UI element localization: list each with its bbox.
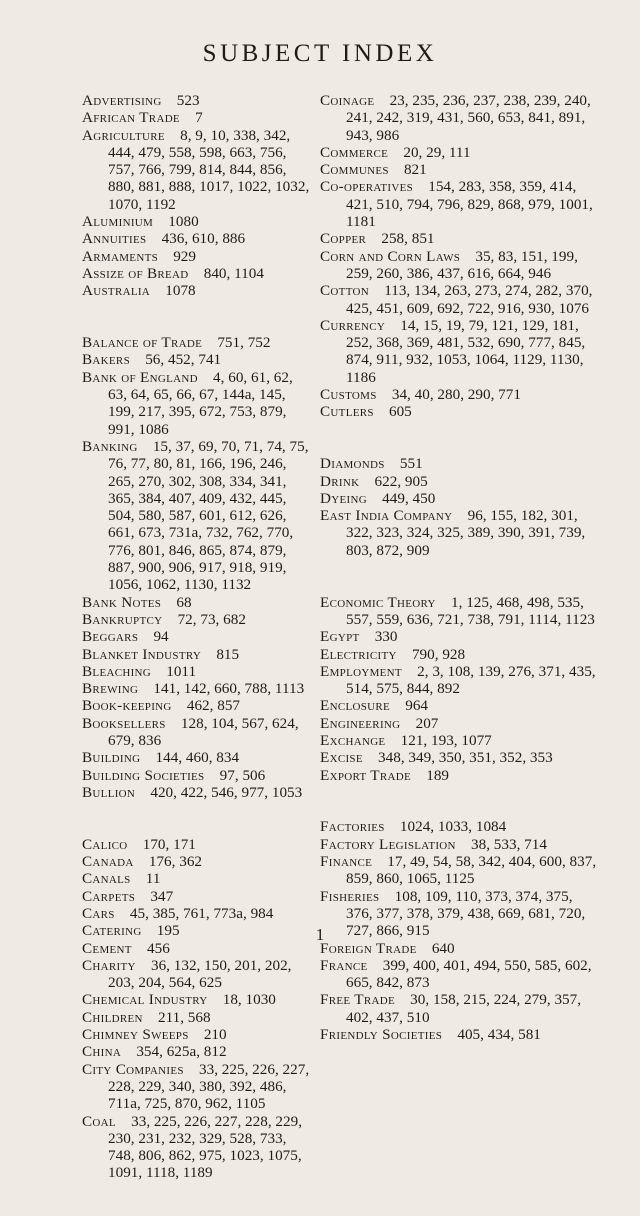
- page-number: 1: [315, 925, 325, 944]
- index-term: Advertising: [82, 92, 162, 109]
- index-page-refs: 128, 104, 567, 624, 679, 836: [108, 714, 299, 749]
- index-term: Cement: [82, 939, 132, 957]
- index-entry: [320, 317, 600, 386]
- index-page-refs: 1024, 1033, 1084: [399, 818, 507, 836]
- index-term: Employment: [320, 662, 402, 680]
- index-entry: [82, 1061, 312, 1113]
- index-term: Brewing: [82, 680, 139, 698]
- index-term: Book-keeping: [82, 697, 172, 715]
- index-page-refs: 790, 928: [411, 645, 466, 663]
- index-page-refs: 2, 3, 108, 139, 276, 371, 435, 514, 575, 844, 892: [346, 662, 596, 698]
- index-entry: [82, 697, 312, 714]
- index-term: African Trade: [82, 109, 180, 127]
- index-page-refs: 56, 452, 741: [145, 351, 222, 369]
- index-page-refs: 420, 422, 546, 977, 1053: [150, 783, 303, 801]
- index-entry: [320, 161, 600, 178]
- index-page-refs: 8, 9, 10, 338, 342, 444, 479, 558, 598, 663, 756, 757, 766, 799, 814, 844, 856, 880, 881, 888, 1017, 1022, 1032, 1070, 1192: [108, 126, 310, 213]
- index-term: East India Company: [320, 507, 453, 525]
- index-page-refs: 1011: [166, 662, 197, 680]
- index-term: Factories: [320, 818, 385, 836]
- index-page-refs: 1078: [165, 282, 196, 300]
- index-entry: [82, 749, 312, 766]
- index-page-refs: 38, 533, 714: [471, 835, 547, 853]
- index-term: China: [82, 1043, 122, 1061]
- index-page-refs: 108, 109, 110, 373, 374, 375, 376, 377, 378, 379, 438, 669, 681, 720, 727, 866, 915: [346, 887, 586, 940]
- index-term: Cotton: [320, 282, 370, 300]
- index-entry: [82, 646, 312, 663]
- index-term: Assize of Bread: [82, 264, 189, 282]
- index-group: [82, 92, 312, 300]
- index-term: Foreign Trade: [320, 939, 417, 957]
- index-page-refs: 462, 857: [186, 697, 241, 715]
- index-term: Corn and Corn Laws: [320, 247, 461, 265]
- index-entry: [82, 213, 312, 230]
- index-page-refs: 23, 235, 236, 237, 238, 239, 240, 241, 242, 319, 431, 560, 653, 841, 891, 943, 986: [346, 92, 591, 144]
- index-term: Bank Notes: [82, 593, 162, 611]
- index-entry: [82, 369, 312, 438]
- index-term: Enclosure: [320, 697, 391, 715]
- index-page-refs: 96, 155, 182, 301, 322, 323, 324, 325, 389, 390, 391, 739, 803, 872, 909: [346, 507, 586, 559]
- index-entry: [320, 230, 600, 247]
- index-page-refs: 622, 905: [374, 472, 428, 490]
- index-entry: [320, 248, 600, 283]
- index-page-refs: 821: [403, 161, 427, 179]
- index-entry: [82, 1026, 312, 1043]
- index-page-refs: 551: [399, 455, 423, 473]
- index-page-refs: 436, 610, 886: [161, 230, 246, 248]
- index-term: Engineering: [320, 714, 401, 732]
- index-page-refs: 195: [156, 922, 180, 940]
- index-page-refs: 207: [415, 714, 439, 732]
- index-page-refs: 45, 385, 761, 773a, 984: [129, 904, 274, 922]
- index-term: Communes: [320, 161, 389, 179]
- index-entry: [82, 230, 312, 247]
- index-page-refs: 30, 158, 215, 224, 279, 357, 402, 437, 510: [346, 991, 582, 1026]
- index-page-refs: 35, 83, 151, 199, 259, 260, 386, 437, 616, 664, 946: [346, 247, 578, 282]
- index-entry: [82, 663, 312, 680]
- index-entry: [320, 818, 600, 835]
- index-term: Balance of Trade: [82, 334, 203, 352]
- index-entry: [320, 507, 600, 559]
- index-page-refs: 34, 40, 280, 290, 771: [391, 386, 521, 404]
- index-group: [320, 92, 600, 421]
- index-page-refs: 15, 37, 69, 70, 71, 74, 75, 76, 77, 80, 81, 166, 196, 246, 265, 270, 302, 308, 334, 341, 365, 384, 407, 409, 432, 445, 504, 580, 587, 601, 612, 626, 661, 673, 731a, 732, 762, 770, 776, 801, 846, 865, 874, 879, 887, 900, 906, 917, 918, 919, 1056, 1062, 1130, 1132: [108, 437, 309, 594]
- index-entry: [320, 767, 600, 784]
- index-entry: [82, 628, 312, 645]
- index-term: Egypt: [320, 628, 360, 646]
- index-page-refs: 405, 434, 581: [457, 1026, 541, 1044]
- index-page-refs: 11: [145, 870, 161, 888]
- index-column-left: [82, 92, 312, 1216]
- index-term: Aluminium: [82, 213, 154, 231]
- index-entry: [320, 490, 600, 507]
- index-entry: [82, 715, 312, 750]
- index-page-refs: 840, 1104: [203, 264, 264, 282]
- index-entry: [320, 178, 600, 230]
- index-term: Catering: [82, 922, 142, 940]
- index-page-refs: 348, 349, 350, 351, 352, 353: [378, 749, 553, 767]
- index-term: Canada: [82, 853, 134, 871]
- index-term: Booksellers: [82, 714, 166, 732]
- index-page-refs: 1080: [168, 213, 199, 231]
- index-page-refs: 68: [176, 593, 192, 611]
- index-page-refs: 258, 851: [381, 230, 435, 248]
- index-entry: [82, 784, 312, 801]
- index-entry: [82, 265, 312, 282]
- index-term: Electricity: [320, 645, 397, 663]
- index-group: [320, 455, 600, 559]
- index-term: Co-operatives: [320, 178, 414, 196]
- index-term: Children: [82, 1008, 143, 1026]
- index-entry: [82, 351, 312, 368]
- index-entry: [320, 594, 600, 629]
- index-page-refs: 210: [203, 1026, 227, 1044]
- index-page-refs: 97, 506: [219, 766, 266, 784]
- index-entry: [82, 1009, 312, 1026]
- index-entry: [320, 663, 600, 698]
- index-term: Bank of England: [82, 368, 198, 386]
- index-entry: [320, 732, 600, 749]
- index-page-refs: 33, 225, 226, 227, 228, 229, 340, 380, 392, 486, 711a, 725, 870, 962, 1105: [108, 1060, 310, 1113]
- index-term: France: [320, 956, 368, 974]
- page-title: SUBJECT INDEX: [202, 40, 438, 67]
- index-term: Banking: [82, 437, 138, 455]
- index-term: Bankruptcy: [82, 610, 163, 628]
- index-term: Annuities: [82, 230, 147, 248]
- index-page-refs: 964: [405, 697, 429, 715]
- index-page-refs: 211, 568: [158, 1008, 211, 1026]
- index-entry: [82, 680, 312, 697]
- index-entry: [82, 611, 312, 628]
- index-term: Coinage: [320, 92, 375, 109]
- index-entry: [320, 386, 600, 403]
- index-entry: [82, 334, 312, 351]
- index-term: Beggars: [82, 628, 139, 646]
- index-entry: [320, 144, 600, 161]
- index-entry: [320, 473, 600, 490]
- index-term: Coal: [82, 1112, 116, 1130]
- index-entry: [82, 92, 312, 109]
- index-entry: [82, 836, 312, 853]
- index-entry: [82, 1113, 312, 1182]
- index-page-refs: 640: [431, 939, 455, 957]
- index-page-refs: 815: [216, 645, 240, 663]
- index-term: Chimney Sweeps: [82, 1026, 189, 1044]
- index-page-refs: 14, 15, 19, 79, 121, 129, 181, 252, 368, 369, 481, 532, 690, 777, 845, 874, 911, 932, 1053, 1064, 1129, 1130, 1186: [346, 316, 586, 386]
- index-page-refs: 176, 362: [148, 853, 202, 871]
- index-term: Commerce: [320, 143, 389, 161]
- index-entry: [320, 92, 600, 144]
- index-entry: [82, 853, 312, 870]
- index-entry: [320, 282, 600, 317]
- index-term: Australia: [82, 282, 151, 300]
- index-term: Bleaching: [82, 662, 152, 680]
- index-entry: [82, 767, 312, 784]
- index-term: Canals: [82, 870, 131, 888]
- index-page-refs: 18, 1030: [222, 991, 276, 1009]
- index-term: Copper: [320, 230, 367, 248]
- index-entry: [320, 853, 600, 888]
- index-entry: [320, 628, 600, 645]
- index-page-refs: 399, 400, 401, 494, 550, 585, 602, 665, 842, 873: [346, 956, 592, 992]
- index-term: Calico: [82, 835, 128, 853]
- index-term: Cars: [82, 904, 115, 922]
- index-term: Customs: [320, 386, 377, 404]
- index-term: City Companies: [82, 1060, 184, 1078]
- index-page-refs: 94: [153, 628, 169, 646]
- index-entry: [320, 749, 600, 766]
- index-term: Drink: [320, 472, 360, 490]
- index-entry: [82, 1043, 312, 1060]
- index-page-refs: 354, 625a, 812: [136, 1043, 227, 1061]
- index-entry: [320, 697, 600, 714]
- index-page-refs: 330: [374, 628, 398, 646]
- index-entry: [320, 836, 600, 853]
- index-page-refs: 7: [195, 109, 203, 127]
- index-page-refs: 189: [426, 766, 449, 784]
- index-entry: [320, 1026, 600, 1043]
- index-entry: [320, 403, 600, 420]
- index-page-refs: 144, 460, 834: [155, 749, 240, 767]
- index-page-refs: 121, 193, 1077: [400, 731, 492, 749]
- index-page-refs: 449, 450: [382, 489, 436, 507]
- index-term: Exchange: [320, 731, 386, 749]
- index-page-refs: 523: [176, 92, 200, 109]
- index-entry: [82, 109, 312, 126]
- index-entry: [82, 594, 312, 611]
- index-term: Building Societies: [82, 766, 205, 784]
- index-entry: [320, 646, 600, 663]
- index-term: Export Trade: [320, 766, 412, 784]
- index-term: Economic Theory: [320, 593, 436, 611]
- index-page-refs: 20, 29, 111: [403, 143, 471, 161]
- index-term: Blanket Industry: [82, 645, 202, 663]
- index-page-refs: 751, 752: [217, 334, 271, 352]
- index-entry: [82, 957, 312, 992]
- index-entry: [82, 991, 312, 1008]
- index-group: [320, 594, 600, 784]
- index-term: Cutlers: [320, 403, 374, 421]
- index-page-refs: 1, 125, 468, 498, 535, 557, 559, 636, 721, 738, 791, 1114, 1123: [346, 593, 595, 628]
- index-entry: [82, 905, 312, 922]
- index-term: Armaments: [82, 247, 159, 265]
- index-term: Chemical Industry: [82, 991, 208, 1009]
- index-entry: [82, 248, 312, 265]
- index-group: [82, 836, 312, 1182]
- index-entry: [320, 455, 600, 472]
- index-entry: [320, 991, 600, 1026]
- index-term: Finance: [320, 853, 373, 871]
- index-term: Agriculture: [82, 126, 165, 144]
- index-entry: [82, 870, 312, 887]
- index-entry: [82, 282, 312, 299]
- index-page-refs: 33, 225, 226, 227, 228, 229, 230, 231, 232, 329, 528, 733, 748, 806, 862, 975, 1023, 1075, 1091, 1118, 1189: [108, 1112, 302, 1182]
- index-term: Currency: [320, 316, 386, 334]
- index-entry: [82, 127, 312, 213]
- index-page-refs: 113, 134, 263, 273, 274, 282, 370, 425, 451, 609, 692, 722, 916, 930, 1076: [346, 282, 593, 317]
- index-term: Excise: [320, 749, 363, 767]
- index-page-refs: 154, 283, 358, 359, 414, 421, 510, 794, 796, 829, 868, 979, 1001, 1181: [346, 178, 593, 231]
- index-entry: [82, 888, 312, 905]
- index-page-refs: 72, 73, 682: [177, 610, 246, 628]
- index-term: Friendly Societies: [320, 1026, 443, 1044]
- index-term: Factory Legislation: [320, 835, 456, 853]
- index-entry: [82, 438, 312, 594]
- index-page-refs: 456: [147, 939, 170, 957]
- index-page-refs: 141, 142, 660, 788, 1113: [153, 680, 305, 698]
- index-page-refs: 17, 49, 54, 58, 342, 404, 600, 837, 859, 860, 1065, 1125: [346, 853, 597, 888]
- index-page-refs: 170, 171: [142, 835, 196, 853]
- index-term: Building: [82, 749, 141, 767]
- index-page-refs: 4, 60, 61, 62, 63, 64, 65, 66, 67, 144a, 145, 199, 217, 395, 672, 753, 879, 991, 1086: [108, 368, 293, 438]
- index-term: Free Trade: [320, 991, 395, 1009]
- index-entry: [320, 715, 600, 732]
- index-page-refs: 347: [150, 887, 174, 905]
- index-term: Carpets: [82, 887, 136, 905]
- index-term: Fisheries: [320, 887, 380, 905]
- index-term: Bakers: [82, 351, 130, 369]
- index-term: Charity: [82, 956, 136, 974]
- index-page-refs: 605: [388, 403, 412, 421]
- index-term: Dyeing: [320, 489, 367, 507]
- index-page-refs: 929: [173, 247, 196, 265]
- index-page-refs: 36, 132, 150, 201, 202, 203, 204, 564, 625: [108, 956, 292, 992]
- index-term: Diamonds: [320, 455, 385, 473]
- index-group: [82, 334, 312, 801]
- index-entry: [320, 957, 600, 992]
- index-term: Bullion: [82, 783, 136, 801]
